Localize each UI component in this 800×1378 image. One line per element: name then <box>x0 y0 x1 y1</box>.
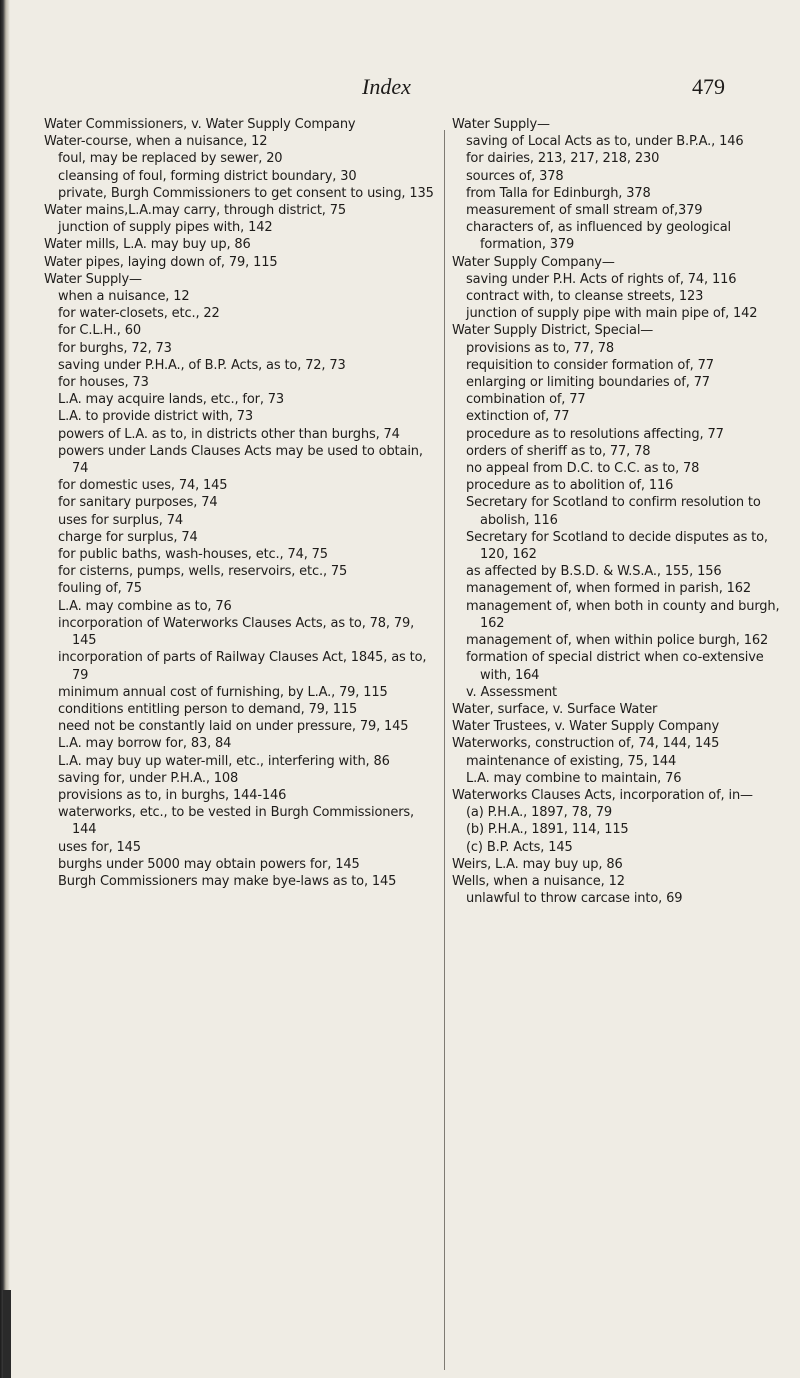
running-head-title: Index <box>362 74 411 99</box>
index-heading-entry: Water, surface, v. Surface Water <box>452 701 658 717</box>
index-subentry: procedure as to abolition of, 116 <box>466 478 674 494</box>
book-gutter-shadow <box>0 0 10 1378</box>
index-subentry: fouling of, 75 <box>58 581 142 597</box>
index-subentry: management of, when both in county and burgh, 162 <box>466 598 780 631</box>
index-subentry: when a nuisance, 12 <box>58 289 190 305</box>
index-subentry: conditions entitling person to demand, 79, 115 <box>58 701 358 717</box>
index-subentry: powers of L.A. as to, in districts other than burghs, 74 <box>58 426 400 442</box>
index-subentry: Burgh Commissioners may make bye-laws as to, 145 <box>58 873 397 889</box>
index-subentry: provisions as to, in burghs, 144-146 <box>58 787 287 803</box>
index-subentry: L.A. may borrow for, 83, 84 <box>58 736 232 752</box>
index-heading-entry: Water Supply— <box>452 117 550 132</box>
index-subentry: junction of supply pipe with main pipe of, 142 <box>466 306 758 322</box>
index-subentry: saving of Local Acts as to, under B.P.A., 146 <box>466 134 744 150</box>
index-heading-entry: Water Supply— <box>44 271 142 287</box>
index-heading-entry: Water Supply District, Special— <box>452 323 654 339</box>
index-subentry: management of, when formed in parish, 162 <box>466 581 752 597</box>
index-heading-entry: Water Supply Company— <box>452 254 615 270</box>
page-header <box>0 74 800 104</box>
index-subentry: junction of supply pipes with, 142 <box>58 220 273 236</box>
index-subentry: for C.L.H., 60 <box>58 323 141 339</box>
index-subentry: for cisterns, pumps, wells, reservoirs, etc., 75 <box>58 564 348 580</box>
index-heading-entry: Water mills, L.A. may buy up, 86 <box>44 237 251 253</box>
index-subentry: for burghs, 72, 73 <box>58 340 172 356</box>
index-subentry: L.A. may combine as to, 76 <box>58 598 232 614</box>
index-subentry: incorporation of Waterworks Clauses Acts, as to, 78, 79, 145 <box>58 615 415 649</box>
index-subentry: formation of special district when co-extensive with, 164 <box>466 650 764 683</box>
index-subentry: no appeal from D.C. to C.C. as to, 78 <box>466 461 700 477</box>
index-subentry: for sanitary purposes, 74 <box>58 495 218 511</box>
index-subentry: uses for surplus, 74 <box>58 512 183 528</box>
index-subentry: orders of sheriff as to, 77, 78 <box>466 443 651 459</box>
index-subentry: incorporation of parts of Railway Clauses Act, 1845, as to, 79 <box>58 650 427 683</box>
index-subentry: procedure as to resolutions affecting, 77 <box>466 426 724 442</box>
index-subentry: powers under Lands Clauses Acts may be used to obtain, 74 <box>58 443 423 477</box>
index-subentry: unlawful to throw carcase into, 69 <box>466 891 683 907</box>
column-divider <box>444 130 445 1370</box>
index-heading-entry: Weirs, L.A. may buy up, 86 <box>452 856 623 872</box>
index-heading-entry: Water mains,L.A.may carry, through district, 75 <box>44 203 347 219</box>
index-subentry: uses for, 145 <box>58 839 141 855</box>
index-subentry: enlarging or limiting boundaries of, 77 <box>466 375 710 391</box>
index-subentry: L.A. may acquire lands, etc., for, 73 <box>58 392 285 408</box>
index-subentry: for water-closets, etc., 22 <box>58 306 220 322</box>
index-heading-entry: Waterworks Clauses Acts, incorporation of, in— <box>452 787 753 803</box>
index-subentry: foul, may be replaced by sewer, 20 <box>58 151 283 167</box>
index-subentry: contract with, to cleanse streets, 123 <box>466 289 704 305</box>
index-subentry: combination of, 77 <box>466 392 586 408</box>
index-subentry: Secretary for Scotland to confirm resolution to abolish, 116 <box>466 495 761 528</box>
index-heading-entry: Water Trustees, v. Water Supply Company <box>452 719 720 735</box>
index-heading-entry: Waterworks, construction of, 74, 144, 145 <box>452 736 720 752</box>
index-subentry: management of, when within police burgh, 162 <box>466 633 769 649</box>
index-subentry: (a) P.H.A., 1897, 78, 79 <box>466 805 613 821</box>
index-subentry: requisition to consider formation of, 77 <box>466 357 714 373</box>
index-subentry: extinction of, 77 <box>466 409 570 425</box>
book-binding-edge <box>3 1290 11 1378</box>
index-subentry: minimum annual cost of furnishing, by L.A., 79, 115 <box>58 684 388 700</box>
index-subentry: v. Assessment <box>466 684 557 700</box>
index-subentry: L.A. may combine to maintain, 76 <box>466 770 682 786</box>
index-heading-entry: Water pipes, laying down of, 79, 115 <box>44 254 278 270</box>
page-number: 479 <box>692 74 725 99</box>
index-subentry: for public baths, wash-houses, etc., 74, 75 <box>58 547 328 563</box>
index-subentry: saving under P.H. Acts of rights of, 74, 116 <box>466 271 737 287</box>
index-subentry: L.A. to provide district with, 73 <box>58 409 253 425</box>
index-subentry: characters of, as influenced by geological formation, 379 <box>466 220 732 253</box>
index-subentry: L.A. may buy up water-mill, etc., interfering with, 86 <box>58 753 390 769</box>
index-subentry: (b) P.H.A., 1891, 114, 115 <box>466 822 629 838</box>
index-heading-entry: Water-course, when a nuisance, 12 <box>44 134 268 150</box>
index-subentry: for houses, 73 <box>58 375 149 391</box>
index-heading-entry: Wells, when a nuisance, 12 <box>452 873 625 889</box>
index-subentry: burghs under 5000 may obtain powers for, 145 <box>58 856 360 872</box>
index-subentry: need not be constantly laid on under pressure, 79, 145 <box>58 719 409 735</box>
index-subentry: measurement of small stream of,379 <box>466 203 703 219</box>
index-column-left <box>44 116 440 890</box>
index-subentry: maintenance of existing, 75, 144 <box>466 753 677 769</box>
index-heading-entry: Water Commissioners, v. Water Supply Company <box>44 117 356 132</box>
index-column-right <box>452 116 782 907</box>
index-subentry: for domestic uses, 74, 145 <box>58 478 228 494</box>
index-subentry: for dairies, 213, 217, 218, 230 <box>466 151 660 167</box>
index-subentry: Secretary for Scotland to decide disputes as to, 120, 162 <box>466 529 768 563</box>
index-subentry: (c) B.P. Acts, 145 <box>466 839 573 855</box>
index-subentry: provisions as to, 77, 78 <box>466 340 614 356</box>
index-subentry: as affected by B.S.D. & W.S.A., 155, 156 <box>466 564 722 580</box>
index-subentry: private, Burgh Commissioners to get consent to using, 135 <box>58 185 434 201</box>
index-subentry: saving under P.H.A., of B.P. Acts, as to, 72, 73 <box>58 357 346 373</box>
index-subentry: waterworks, etc., to be vested in Burgh Commissioners, 144 <box>58 805 415 838</box>
index-subentry: cleansing of foul, forming district boundary, 30 <box>58 168 357 184</box>
index-subentry: charge for surplus, 74 <box>58 529 198 545</box>
index-subentry: from Talla for Edinburgh, 378 <box>466 185 651 201</box>
index-subentry: saving for, under P.H.A., 108 <box>58 770 239 786</box>
index-subentry: sources of, 378 <box>466 168 564 184</box>
